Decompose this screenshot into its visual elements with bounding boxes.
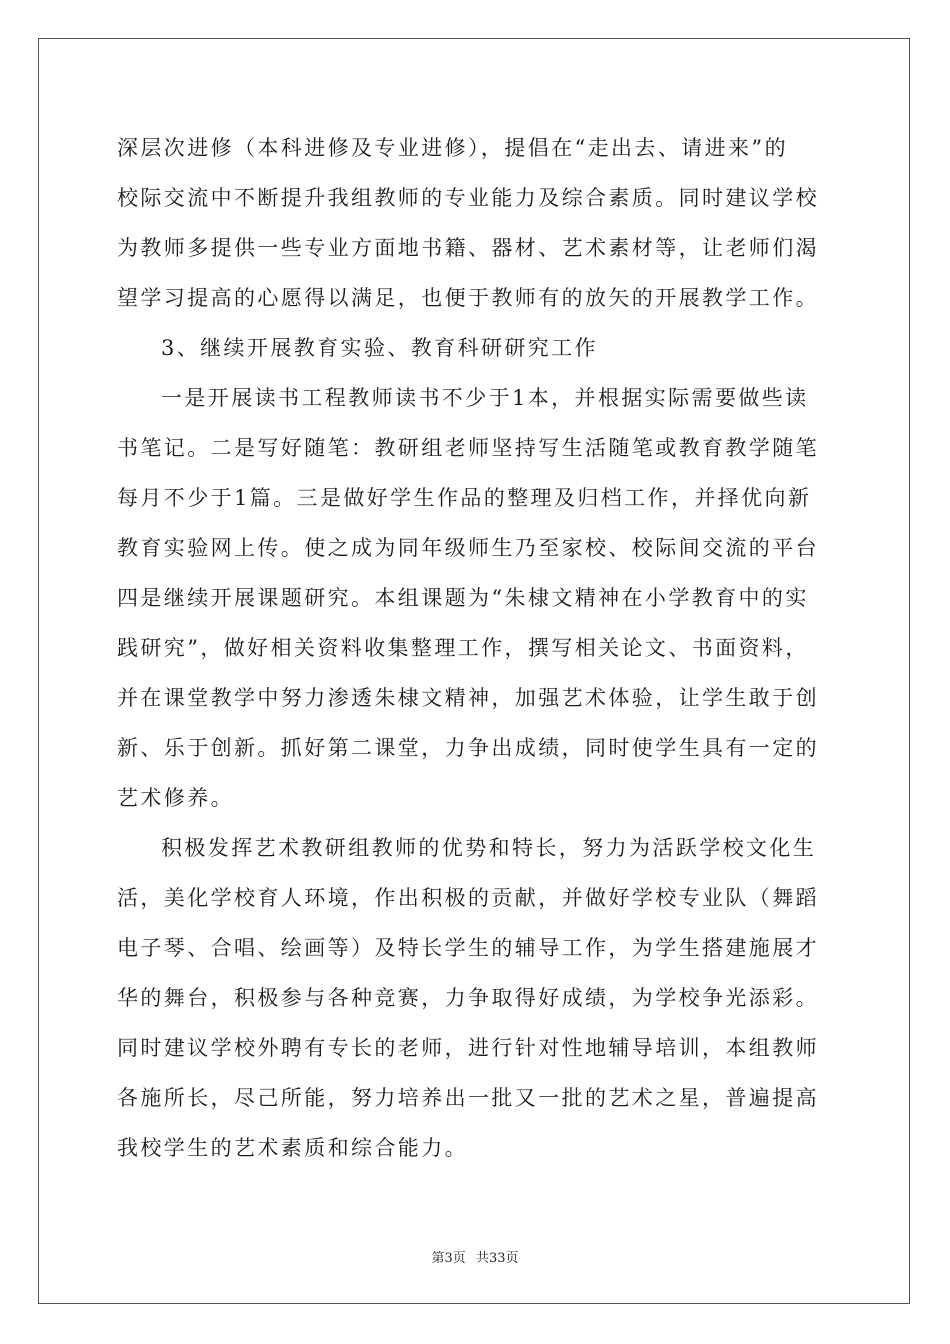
text-line: 校际交流中不断提升我组教师的专业能力及综合素质。同时建议学校 [117,186,819,210]
text-line: 各施所长，尽己所能，努力培养出一批又一批的艺术之星，普遍提高 [117,1086,819,1110]
text-line: 一是开展读书工程教师读书不少于1本，并根据实际需要做些读 [161,386,809,410]
text-line: 四是继续开展课题研究。本组课题为“朱棣文精神在小学教育中的实 [117,586,809,610]
text-line: 教育实验网上传。使之成为同年级师生乃至家校、校际间交流的平台 [117,536,819,560]
section-heading: 3、继续开展教育实验、教育科研研究工作 [161,336,598,360]
page-total: 共33页 [475,1251,519,1266]
text-line: 每月不少于1篇。三是做好学生作品的整理及归档工作，并择优向新 [117,486,812,510]
text-line: 华的舞台，积极参与各种竞赛，力争取得好成绩，为学校争光添彩。 [117,986,819,1010]
text-line: 书笔记。二是写好随笔：教研组老师坚持写生活随笔或教育教学随笔 [117,436,819,460]
text-line: 深层次进修（本科进修及专业进修），提倡在“走出去、请进来”的 [117,136,788,160]
text-line: 艺术修养。 [117,786,234,810]
text-line: 积极发挥艺术教研组教师的优势和特长，努力为活跃学校文化生 [161,836,817,860]
text-line: 并在课堂教学中努力渗透朱棣文精神，加强艺术体验，让学生敢于创 [117,686,819,710]
text-line: 电子琴、合唱、绘画等）及特长学生的辅导工作，为学生搭建施展才 [117,936,819,960]
text-line: 活，美化学校育人环境，作出积极的贡献，并做好学校专业队（舞蹈 [117,886,819,910]
text-line: 望学习提高的心愿得以满足，也便于教师有的放矢的开展教学工作。 [117,286,819,310]
text-line: 新、乐于创新。抓好第二课堂，力争出成绩，同时使学生具有一定的 [117,736,819,760]
page-footer [0,1247,950,1266]
page-number: 第3页 [431,1251,466,1266]
text-line: 我校学生的艺术素质和综合能力。 [117,1136,468,1160]
text-line: 同时建议学校外聘有专长的老师，进行针对性地辅导培训，本组教师 [117,1036,819,1060]
text-line: 践研究”，做好相关资料收集整理工作，撰写相关论文、书面资料， [117,636,809,660]
text-line: 为教师多提供一些专业方面地书籍、器材、艺术素材等，让老师们渴 [117,236,819,260]
